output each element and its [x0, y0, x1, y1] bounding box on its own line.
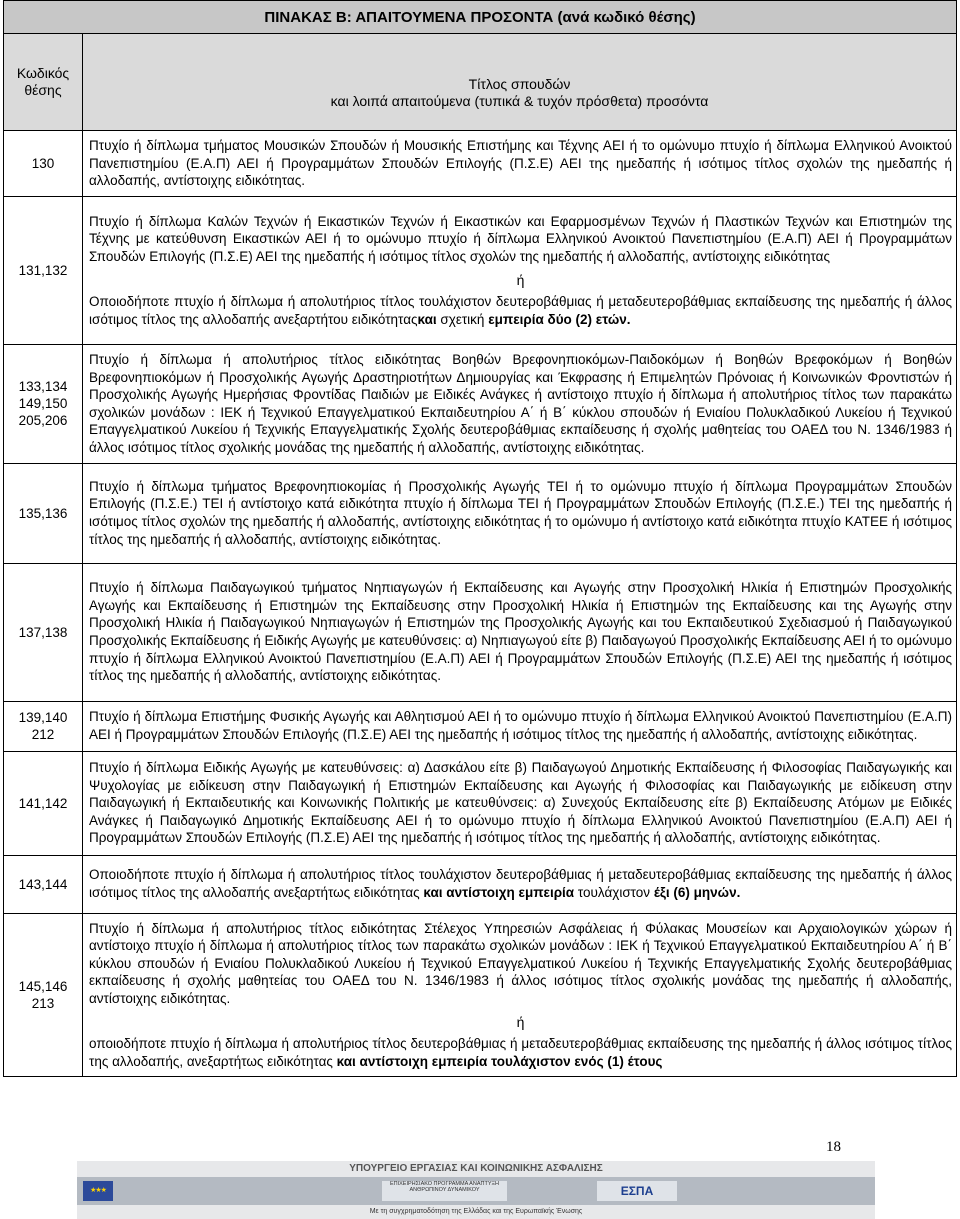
emphasis-text: και αντίστοιχη εμπειρία: [423, 885, 575, 901]
position-code: 131,132: [18, 263, 68, 278]
qualification-text: Οποιοδήποτε πτυχίο ή δίπλωμα ή απολυτήριος τίτλος τουλάχιστον δευτεροβάθμιας ή μεταδευτεροβάθμιας εκπαίδευσης της ημεδαπής ή άλλος ισότιμος τίτλος της αλλοδαπής ανεξαρτήτως ειδικότητας: [89, 867, 952, 901]
qualification-text: Πτυχίο ή δίπλωμα τμήματος Βρεφονηπιοκομίας ή Προσχολικής Αγωγής ΤΕΙ ή το ομώνυμο πτυχίο ή δίπλωμα Προγραμμάτων Σπουδών Επιλογής (Π.Σ.Ε.) ΤΕΙ ή αντίστοιχο κατά ειδικότητα πτυχίο ή δίπλωμα ΤΕΙ ή Προγραμμάτων Σπουδών Επιλογής (Π.Σ.Ε.) ΤΕΙ της ημεδαπής ή ισότιμος τίτλος σχολών της ημεδαπής ή αλλοδαπής, αντίστοιχης ειδικότητας ή το ομώνυμο ή αντίστοιχο κατά ειδικότητα πτυχίο ΚΑΤΕΕ ή ισότιμος τίτλος της ημεδαπής ή αλλοδαπής, αντίστοιχης ειδικότητας.: [89, 478, 952, 547]
header-code: [4, 34, 83, 131]
eu-flag-icon: ★★★: [83, 1181, 113, 1201]
code-cell: [4, 563, 83, 701]
position-code: 130: [31, 156, 55, 171]
table-row: [4, 131, 957, 197]
footer-banner: [77, 1161, 875, 1219]
position-code: 143,144: [18, 876, 68, 892]
header-title-line2: και λοιπά απαιτούμενα (τυπικά & τυχόν πρόσθετα) προσόντα: [330, 92, 709, 109]
code-cell: [4, 855, 83, 913]
code-cell: [4, 913, 83, 1077]
table-row: [4, 197, 957, 345]
position-code: 213: [31, 995, 55, 1011]
table-row: [4, 701, 957, 751]
requirements-table: [3, 0, 957, 1077]
program-label: ΕΠΙΧΕΙΡΗΣΙΑΚΟ ΠΡΟΓΡΑΜΜΑ ΑΝΑΠΤΥΞΗ ΑΝΘΡΩΠΙΝΟΥ ΔΥΝΑΜΙΚΟΥ: [382, 1181, 507, 1201]
header-title-line1: Τίτλος σπουδών: [468, 75, 571, 92]
table-row: [4, 751, 957, 855]
emphasis-text: και αντίστοιχη εμπειρία τουλάχιστον ενός (1) έτους: [336, 1053, 663, 1069]
code-cell: [4, 197, 83, 345]
table-row: [4, 855, 957, 913]
position-code: 149,150: [18, 396, 68, 412]
qualification-text: Πτυχίο ή δίπλωμα ή απολυτήριος τίτλος ειδικότητας Βοηθών Βρεφονηπιοκόμων-Παιδοκόμων ή Βοηθών Βρεφοκόμων ή Βοηθών Βρεφονηπιοκόμων ή Προσχολικής Αγωγής Δραστηριοτήτων Δημιουργίας και Έκφρασης ή Επιμελητών Πρόνοιας ή Κοινωνικών Φροντιστών ή Προσχολικής Αγωγής Ημερήσιας Φροντίδας Παιδιών με Ειδικές Ανάγκες ή αντίστοιχο πτυχίο ή δίπλωμα ή απολυτήριος τίτλος των παρακάτω σχολικών μονάδων : ΙΕΚ ή Τεχνικού Επαγγελματικού Εκπαιδευτηρίου Α΄ ή Β΄ κύκλου σπουδών ή Ενιαίου Πολυκλαδικού Λυκείου ή Τεχνικού Επαγγελματικού Λυκείου ή Τεχνικής Επαγγελματικής Σχολής δευτεροβάθμιας εκπαίδευσης ή σχολής μαθητείας του ΟΑΕΔ του Ν. 1346/1983 ή άλλος ισότιμος τίτλος σχολικής μονάδας της ημεδαπής ή αλλοδαπής, αντίστοιχης ειδικότητας.: [89, 352, 952, 455]
qualification-cell: [83, 345, 957, 464]
header-code-line1: Κωδικός: [16, 65, 70, 81]
position-code: 139,140: [18, 710, 68, 726]
or-separator: ή: [516, 271, 525, 288]
qualification-cell: [83, 197, 957, 345]
qualification-text: Πτυχίο ή δίπλωμα Καλών Τεχνών ή Εικαστικών Τεχνών ή Εικαστικών και Εφαρμοσμένων Τεχνών ή Πλαστικών Τεχνών και Επιστημών της Τέχνης με κατεύθυνση Εικαστικών ΑΕΙ ή το ομώνυμο πτυχίο ή δίπλωμα Ελληνικού Ανοικτού Πανεπιστημίου (Ε.Α.Π) ΑΕΙ ή Προγραμμάτων Σπουδών Επιλογής (Π.Σ.Ε) ΑΕΙ της ημεδαπής ή ισότιμος τίτλος σχολών της ημεδαπής ή αλλοδαπής, αντίστοιχης ειδικότητας: [89, 213, 952, 264]
code-cell: [4, 131, 83, 197]
position-code: 141,142: [18, 795, 68, 811]
qualification-text: Πτυχίο ή δίπλωμα Ειδικής Αγωγής με κατευθύνσεις: α) Δασκάλου είτε β) Παιδαγωγού Δημοτικής Εκπαίδευσης ή Φιλοσοφίας Παιδαγωγικής και Ψυχολογίας με ειδίκευση στην Παιδαγωγική ή Επιστημών Εκπαίδευσης και Αγωγής ή Φιλοσοφίας και Παιδαγωγικής με ειδίκευση στην Παιδαγωγική ή Εκπαιδευτικής και Κοινωνικής Πολιτικής με κατευθύνσεις: α) Συνεχούς Εκπαίδευσης είτε β) Εκπαίδευσης Ατόμων με Ειδικές Ανάγκες ή Παιδαγωγικό Δημοτικής Εκπαίδευσης ΑΕΙ ή το ομώνυμο πτυχίο ή δίπλωμα Ελληνικού Ανοικτού Πανεπιστημίου (Ε.Α.Π) ΑΕΙ ή Προγραμμάτων Σπουδών Επιλογής (Π.Σ.Ε) ΑΕΙ της ημεδαπής ή ισότιμος τίτλος της ημεδαπής ή αλλοδαπής, αντίστοιχης ειδικότητας.: [89, 760, 952, 846]
table-row: [4, 463, 957, 563]
code-cell: [4, 701, 83, 751]
header-code-line2: θέσης: [24, 82, 62, 98]
table-row: [4, 563, 957, 701]
qualification-text: Πτυχίο ή δίπλωμα Παιδαγωγικού τμήματος Νηπιαγωγών ή Εκπαίδευσης και Αγωγής στην Προσχολική Ηλικία ή Επιστημών Προσχολικής Αγωγής και Εκπαίδευσης ή Επιστημών της Εκπαίδευσης στην Προσχολική Ηλικία ή Επιστημών της Εκπαίδευσης και της Αγωγής στην Προσχολική Ηλικία ή Παιδαγωγικού Νηπιαγωγών ή Επιστημών της Προσχολικής Αγωγής και του Εκπαιδευτικού Σχεδιασμού ή Παιδαγωγικού Προσχολικής Εκπαίδευσης ή Ειδικής Αγωγής με κατευθύνσεις: α) Νηπιαγωγού είτε β) Παιδαγωγού Προσχολικής Εκπαίδευσης ΑΕΙ ή το ομώνυμο πτυχίο ή δίπλωμα Ελληνικού Ανοικτού Πανεπιστημίου (Ε.Α.Π) ΑΕΙ ή Προγραμμάτων Σπουδών Επιλογής (Π.Σ.Ε) ΑΕΙ της ημεδαπής ή ισότιμος τίτλος της ημεδαπής ή αλλοδαπής, αντίστοιχης ειδικότητας.: [89, 580, 952, 684]
emphasis-text: και: [417, 311, 437, 327]
qualification-text: Οποιοδήποτε πτυχίο ή δίπλωμα ή απολυτήριος τίτλος τουλάχιστον δευτεροβάθμιας ή μεταδευτεροβάθμιας εκπαίδευσης της ημεδαπής ή άλλος ισότιμος τίτλος της αλλοδαπής ανεξαρτήτου ειδικότητας: [89, 294, 952, 327]
espa-label: ΕΣΠΑ: [597, 1181, 677, 1201]
page-number: 18: [826, 1139, 841, 1155]
qualification-text: οποιοδήποτε πτυχίο ή δίπλωμα ή απολυτήριος τίτλος δευτεροβάθμιας ή μεταδευτεροβάθμιας εκπαίδευσης της ημεδαπής ή άλλος ισότιμος τίτλος της αλλοδαπής, ανεξαρτήτως ειδικότητας: [89, 1036, 952, 1069]
qualification-cell: [83, 701, 957, 751]
or-separator: ή: [516, 1013, 525, 1030]
qualification-cell: [83, 131, 957, 197]
qualification-cell: [83, 855, 957, 913]
qualification-text: τουλάχιστον: [574, 885, 654, 901]
ministry-label: ΥΠΟΥΡΓΕΙΟ ΕΡΓΑΣΙΑΣ ΚΑΙ ΚΟΙΝΩΝΙΚΗΣ ΑΣΦΑΛΙΣΗΣ: [77, 1161, 875, 1177]
qualification-cell: [83, 563, 957, 701]
position-code: 133,134: [18, 379, 68, 395]
header-qualifications: [83, 34, 957, 131]
header-row: [4, 34, 957, 131]
code-cell: [4, 345, 83, 464]
qualification-text: Πτυχίο ή δίπλωμα τμήματος Μουσικών Σπουδών ή Μουσικής Επιστήμης και Τέχνης ΑΕΙ ή το ομώνυμο πτυχίο ή δίπλωμα Ελληνικού Ανοικτού Πανεπιστημίου (Ε.Α.Π) ΑΕΙ ή Προγραμμάτων Σπουδών Επιλογής (Π.Σ.Ε) ΑΕΙ της ημεδαπής ή ισότιμος τίτλος σχολών της ημεδαπής ή αλλοδαπής, αντίστοιχης ειδικότητας.: [89, 138, 952, 189]
position-code: 145,146: [18, 978, 68, 994]
emphasis-text: εμπειρία δύο (2) ετών.: [488, 311, 631, 327]
position-code: 135,136: [18, 505, 68, 521]
table-row: [4, 913, 957, 1077]
emphasis-text: έξι (6) μηνών.: [653, 885, 741, 901]
position-code: 212: [31, 727, 55, 743]
position-code: 205,206: [18, 413, 68, 429]
code-cell: [4, 463, 83, 563]
table-title: ΠΙΝΑΚΑΣ Β: ΑΠΑΙΤΟΥΜΕΝΑ ΠΡΟΣΟΝΤΑ (ανά κωδικό θέσης): [4, 1, 957, 34]
qualification-cell: [83, 913, 957, 1077]
position-code: 137,138: [18, 624, 68, 640]
code-cell: [4, 751, 83, 855]
qualification-text: Πτυχίο ή δίπλωμα ή απολυτήριος τίτλος ειδικότητας Στέλεχος Υπηρεσιών Ασφάλειας ή Φύλακας Μουσείων και Αρχαιολογικών χώρων ή αντίστοιχο πτυχίο ή δίπλωμα ή απολυτήριος τίτλος των παρακάτω σχολικών μονάδων : ΙΕΚ ή Τεχνικού Επαγγελματικού Εκπαιδευτηρίου Α΄ ή Β΄ κύκλου σπουδών ή Ενιαίου Πολυκλαδικού Λυκείου ή Τεχνικού Επαγγελματικού Λυκείου ή Τεχνικής Επαγγελματικής Σχολής δευτεροβάθμιας εκπαίδευσης ή σχολής μαθητείας του ΟΑΕΔ του Ν. 1346/1983 ή άλλος ισότιμος τίτλος σχολικής μονάδας της ημεδαπής ή αλλοδαπής, αντίστοιχης ειδικότητας.: [89, 920, 952, 1006]
qualification-cell: [83, 463, 957, 563]
table-row: [4, 345, 957, 464]
cofund-label: Με τη συγχρηματοδότηση της Ελλάδας και της Ευρωπαϊκής Ένωσης: [77, 1205, 875, 1219]
qualification-cell: [83, 751, 957, 855]
qualification-text: Πτυχίο ή δίπλωμα Επιστήμης Φυσικής Αγωγής και Αθλητισμού ΑΕΙ ή το ομώνυμο πτυχίο ή δίπλωμα Ελληνικού Ανοικτού Πανεπιστημίου (Ε.Α.Π) ΑΕΙ ή Προγραμμάτων Σπουδών Επιλογής (Π.Σ.Ε) ΑΕΙ της ημεδαπής ή ισότιμος τίτλος της ημεδαπής ή αλλοδαπής, αντίστοιχης ειδικότητας.: [89, 709, 952, 743]
qualification-text: σχετική: [436, 311, 489, 327]
